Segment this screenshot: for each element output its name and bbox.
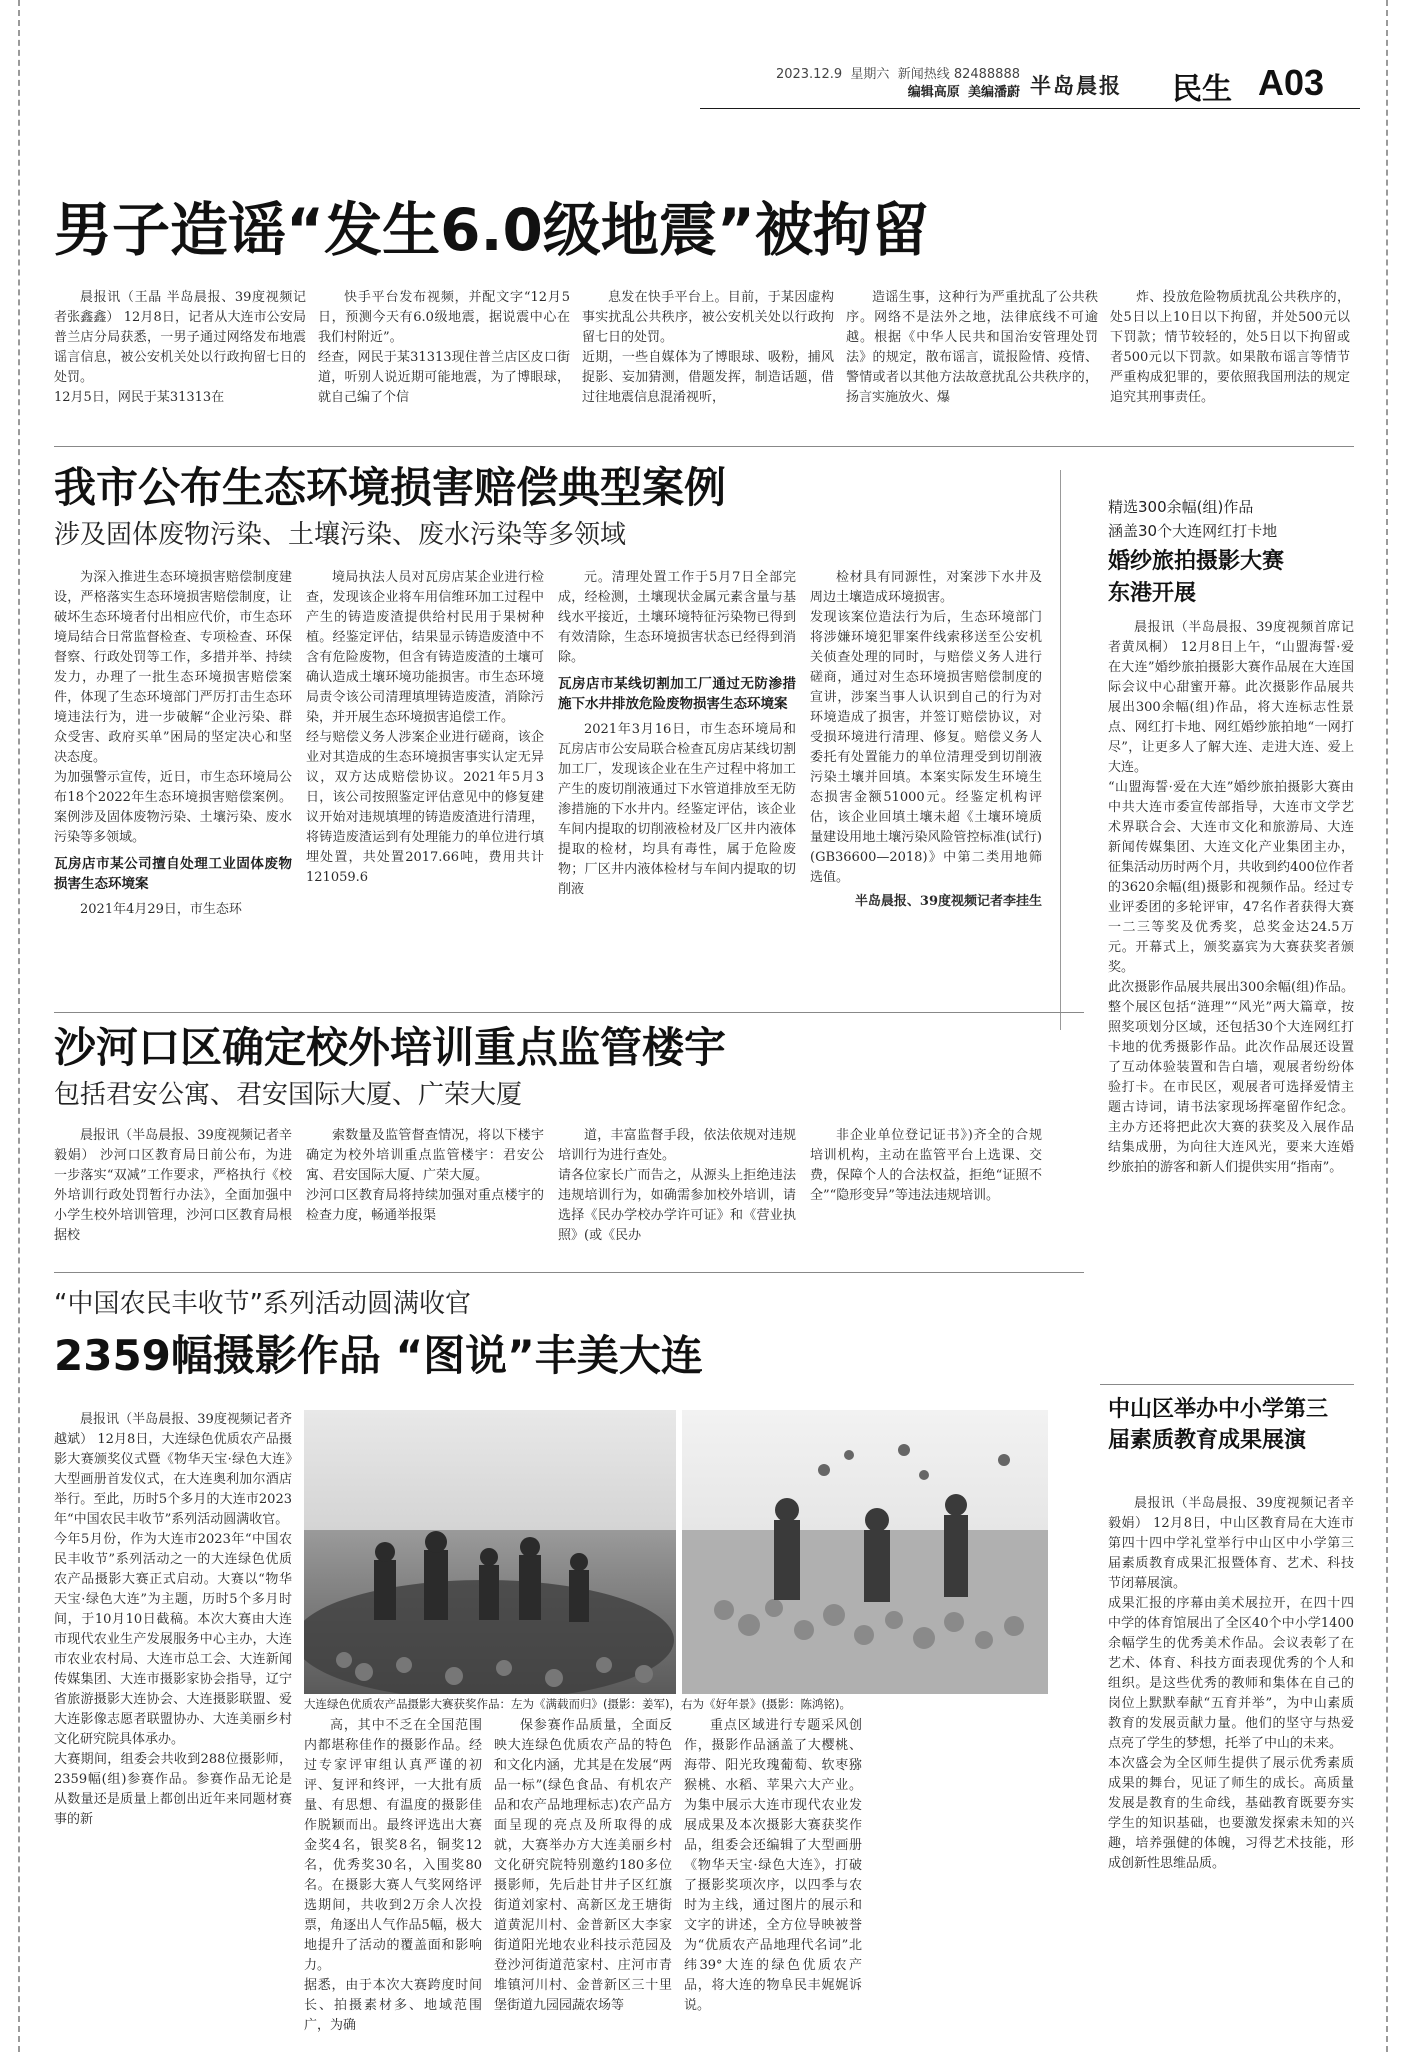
article1-col-4 <box>846 288 1098 438</box>
article2-col-1a-text: 为深入推进生态环境损害赔偿制度建设，严格落实生态环境损害赔偿制度，让破坏生态环境者付出相应代价，市生态环境局结合日常监督检查、专项检查、环保督察、行政处罚等工作，多措并举、持续发力，办理了一批生态环境损害赔偿案件，体现了生态环境部门严厉打击生态环境违法行为，进一步破解“企业污染、群众受害、政府买单”困局的坚定决心和坚决态度。 为加强警示宣传，近日，市生态环境局公布18个2022年生态环境损害赔偿案例。案例涉及固体废物污染、土壤污染、废水污染等多领域。 <box>54 570 292 845</box>
section-name: 民生 <box>1172 72 1232 107</box>
sidebar2-body-text: 晨报讯（半岛晨报、39度视频记者辛毅娟） 12月8日，中山区教育局在大连市第四十四中学礼堂举行中山区中小学第三届素质教育成果汇报暨体育、艺术、科技节闭幕展演。 成果汇报的序幕由美术展拉开，在四十四中学的体育馆展出了全区40个中小学1400余幅学生的优秀美术作品。会议表彰了在艺术、体育、科技方面表现优秀的个人和组织。是这些优秀的教师和集体在自己的岗位上默默奉献“五育并举”，为中山素质教育的发展贡献力量。他们的坚守与热爱点亮了学生的梦想，托举了中山的未来。 本次盛会为全区师生提供了展示优秀素质成果的舞台，见证了师生的成长。高质量发展是教育的生命线，基础教育既要夯实学生的知识基础，也要激发探索未知的兴趣，培养强健的体魄，习得艺术技能，形成创新性思维品质。 <box>1108 1496 1354 1871</box>
header-hotline: 新闻热线 82488888 <box>897 67 1020 82</box>
article3-col-4-text: 非企业单位登记证书》)齐全的合规培训机构，主动在监管平台上选课、交费，保障个人的合法权益，拒绝“证照不全”“隐形变异”等违法违规培训。 <box>810 1128 1042 1203</box>
article3-col-2 <box>306 1126 544 1246</box>
sidebar1-body <box>1108 618 1354 1378</box>
article1-col-1 <box>54 288 306 438</box>
article1-col-5 <box>1110 288 1350 438</box>
header-designer: 美编潘蔚 <box>967 85 1020 100</box>
header-weekday: 星期六 <box>850 67 890 82</box>
article2-title: 我市公布生态环境损害赔偿典型案例 <box>54 463 727 512</box>
article4-title: 2359幅摄影作品 “图说”丰美大连 <box>54 1331 703 1380</box>
article2-col-3 <box>558 568 796 998</box>
sidebar2-title: 中山区举办中小学第三届素质教育成果展演 <box>1108 1397 1329 1453</box>
article1-col-3 <box>582 288 834 438</box>
article3-top-rule <box>54 1012 1084 1013</box>
sidebar2-body <box>1108 1494 1354 2034</box>
article3-title: 沙河口区确定校外培训重点监管楼宇 <box>54 1023 727 1072</box>
article1-bottom-rule <box>54 446 1354 447</box>
sidebar1-kicker-2: 涵盖30个大连网红打卡地 <box>1108 522 1278 540</box>
header-date: 2023.12.9 <box>775 67 843 82</box>
article1-col-4-text: 造谣生事，这种行为严重扰乱了公共秩序。网络不是法外之地，法律底线不可逾越。根据《中华人民共和国治安管理处罚法》的规定，散布谣言，谎报险情、疫情、警情或者以其他方法故意扰乱公共秩序的，扬言实施放火、爆 <box>846 290 1098 405</box>
sidebar1-body-text: 晨报讯（半岛晨报、39度视频首席记者黄凤桐） 12月8日上午，“山盟海誓·爱在大连”婚纱旅拍摄影大赛作品展在大连国际会议中心甜蜜开幕。此次摄影作品展共展出300余幅(组)作品，将大连标志性景点、网红打卡地、网红婚纱旅拍地“一网打尽”，让更多人了解大连、走进大连、爱上大连。 “山盟海誓·爱在大连”婚纱旅拍摄影大赛由中共大连市委宣传部指导，大连市文学艺术界联合会、大连市文化和旅游局、大连新闻传媒集团、大连文化产业集团主办，征集活动历时两个月，共收到约400位作者的3620余幅(组)摄影和视频作品。经过专业评委团的多轮评审，47名作者获得大赛一二三等奖及优秀奖，总奖金达24.5万元。开幕式上，颁奖嘉宾为大赛获奖者颁奖。 此次摄影作品展共展出300余幅(组)作品。整个展区包括“涟理”“风光”两大篇章，按照奖项划分区域，还包括30个大连网红打卡地的优秀摄影作品。此次作品展还设置了互动体验装置和告白墙，观展者纷纷体验打卡。在市民区，观展者可选择爱情主题古诗词，请书法家现场挥毫留作纪念。主办方还将把此次大赛的获奖及入展作品结集成册，为向往大连风光，要来大连婚纱旅拍的游客和新人们提供实用“指南”。 <box>1108 620 1354 1175</box>
article2-col-3a-text: 元。清理处置工作于5月7日全部完成，经检测，土壤现状金属元素含量与基线水平接近，土壤环境特征污染物已得到有效清除，生态环境损害状态已经得到消除。 <box>558 570 796 665</box>
article2-col-4-text: 检材具有同源性，对案涉下水井及周边土壤造成环境损害。 发现该案位造法行为后，生态环境部门将涉嫌环境犯罪案件线索移送至公安机关侦查处理的同时，与赔偿义务人进行磋商，通过对生态环境损害赔偿制度的宣讲，涉案当事人认识到自己的行为对环境造成了损害，并签订赔偿协议，对受损环境进行清理、修复。赔偿义务人委托有处置能力的单位清理受到切削液污染土壤并回填。本案实际发生环境生态损害金额51000元。经鉴定机构评估，该企业回填土壤未超《土壤环境质量建设用地土壤污染风险管控标准(试行)(GB36600—2018)》中第二类用地筛选值。 <box>810 570 1042 885</box>
header-rule <box>700 108 1360 109</box>
article3-col-1 <box>54 1126 292 1246</box>
header-meta <box>620 66 1020 102</box>
article2-col-1 <box>54 568 292 998</box>
article4-col-1-text: 晨报讯（半岛晨报、39度视频记者齐越斌） 12月8日，大连绿色优质农产品摄影大赛颁奖仪式暨《物华天宝·绿色大连》大型画册首发仪式，在大连奥利加尔酒店举行。至此，历时5个多月的大连市2023年“中国农民丰收节”系列活动圆满收官。 今年5月份，作为大连市2023年“中国农民丰收节”系列活动之一的大连绿色优质农产品摄影大赛正式启动。大赛以“物华天宝·绿色大连”为主题，历时5个多月时间，于10月10日截稿。本次大赛由大连市现代农业生产发展服务中心主办，大连市农业农村局、大连市总工会、大连新闻传媒集团、大连市摄影家协会指导，辽宁省旅游摄影大连协会、大连摄影联盟、爱大连影像志愿者联盟协办、大连美丽乡村文化研究院具体承办。 大赛期间，组委会共收到288位摄影师，2359幅(组)参赛作品。参赛作品无论是从数量还是质量上都创出近年来同题材赛事的新 <box>54 1412 292 1827</box>
article1-col-2-text: 快手平台发布视频，并配文字“12月5日，预测今天有6.0级地震，据说震中心在我们村附近”。 经查，网民于某31313现住普兰店区皮口街道，听别人说近期可能地震，为了博眼球，就自己编了个信 <box>318 290 570 405</box>
article1-col-3-text: 息发在快手平台上。目前，于某因虚构事实扰乱公共秩序，被公安机关处以行政拘留七日的处罚。 近期，一些自媒体为了博眼球、吸粉，捕风捉影、妄加猜测，借题发挥，制造话题，借过往地震信息混淆视听， <box>582 290 834 405</box>
harvest-photo-illustration <box>304 1410 1048 1694</box>
article2-subhead-2: 瓦房店市某线切割加工厂通过无防渗措施下水井排放危险废物损害生态环境案 <box>558 676 796 712</box>
harvest-photo <box>304 1410 1048 1694</box>
article3-col-3-text: 道，丰富监督手段，依法依规对违规培训行为进行查处。 请各位家长广而告之，从源头上拒绝违法违规培训行为，如确需参加校外培训，请选择《民办学校办学许可证》和《营业执照》(或《民办 <box>558 1128 796 1243</box>
article3-subtitle: 包括君安公寓、君安国际大厦、广荣大厦 <box>54 1080 523 1110</box>
sidebar1-title-2: 东港开展 <box>1108 581 1197 606</box>
article3-col-2-text: 索数量及监管督查情况，将以下楼宇确定为校外培训重点监管楼宇：君安公寓、君安国际大厦、广荣大厦。 沙河口区教育局将持续加强对重点楼宇的检查力度，畅通举报渠 <box>306 1128 544 1223</box>
newspaper-logo: 半岛晨报 <box>1030 73 1122 98</box>
article1-col-2 <box>318 288 570 438</box>
article4-col-2 <box>304 1716 482 2036</box>
article4-col-2-text: 高，其中不乏在全国范围内都堪称佳作的摄影作品。经过专家评审组认真严谨的初评、复评和终评，一大批有质量、有思想、有温度的摄影佳作脱颖而出。最终评选出大赛金奖4名，银奖8名，铜奖12名，优秀奖30名，入围奖80名。在摄影大赛人气奖网络评选期间，共收到2万余人次投票，角逐出人气作品5幅，极大地提升了活动的覆盖面和影响力。 据悉，由于本次大赛跨度时间长、拍摄素材多、地域范围广，为确 <box>304 1718 482 2033</box>
article4-col-4-text: 重点区域进行专题采风创作，摄影作品涵盖了大樱桃、海带、阳光玫瑰葡萄、软枣猕猴桃、水稻、苹果六大产业。为集中展示大连市现代农业发展成果及本次摄影大赛获奖作品，组委会还编辑了大型画册《物华天宝·绿色大连》，打破了摄影奖项次序，以四季与农时为主线，通过图片的展示和文字的讲述，全方位导映被誉为“优质农产品地理代名词”北纬39°大连的绿色优质农产品，将大连的物阜民丰娓娓诉说。 <box>684 1718 862 2013</box>
article4-kicker: “中国农民丰收节”系列活动圆满收官 <box>54 1289 471 1319</box>
article4-col-1 <box>54 1410 292 2030</box>
header-editor: 编辑高原 <box>907 85 960 100</box>
article2-col-2 <box>306 568 544 998</box>
article4-col-4 <box>684 1716 862 2036</box>
article1-title: 男子造谣“发生6.0级地震”被拘留 <box>54 196 929 264</box>
right-margin-line <box>1386 0 1388 2052</box>
sidebar2-top-rule <box>1100 1384 1354 1385</box>
photo-caption: 大连绿色优质农产品摄影大赛获奖作品：左为《满载而归》(摄影：姜军)，右为《好年景》(摄影：陈鸿铭)。 <box>304 1697 851 1711</box>
article3-col-4 <box>810 1126 1042 1246</box>
article4-col-3 <box>494 1716 672 2036</box>
article2-col-4 <box>810 568 1042 998</box>
article2-col-1b-text: 2021年4月29日，市生态环 <box>80 902 242 917</box>
article3-col-3 <box>558 1126 796 1246</box>
left-margin-line <box>18 0 20 2052</box>
article3-col-1-text: 晨报讯（半岛晨报、39度视频记者辛毅娟） 沙河口区教育局日前公布，为进一步落实“双减”工作要求，严格执行《校外培训行政处罚暂行办法》，全面加强中小学生校外培训管理，沙河口区教育局根据校 <box>54 1128 292 1243</box>
article2-subhead-1: 瓦房店市某公司擅自处理工业固体废物损害生态环境案 <box>54 856 292 892</box>
page-number: A03 <box>1258 62 1325 103</box>
article2-byline: 半岛晨报、39度视频记者李挂生 <box>854 894 1042 909</box>
sidebar-divider-top <box>1060 470 1061 1030</box>
sidebar1-kicker-1: 精选300余幅(组)作品 <box>1108 498 1254 516</box>
article2-col-3b-text: 2021年3月16日，市生态环境局和瓦房店市公安局联合检查瓦房店某线切割加工厂，发现该企业在生产过程中将加工产生的废切削液通过下水管道排放至无防渗措施的下水井内。经鉴定评估，该企业车间内提取的切削液检材及厂区井内液体提取的检材，均具有毒性，属于危险废物；厂区井内液体检材与车间内提取的切削液 <box>558 722 796 897</box>
article4-top-rule <box>54 1272 1084 1273</box>
article4-col-3-text: 保参赛作品质量，全面反映大连绿色优质农产品的特色和文化内涵，尤其是在发展“两品一标”(绿色食品、有机农产品和农产品地理标志)农产品方面呈现的亮点及所取得的成就，大赛举办方大连美丽乡村文化研究院特别邀约180多位摄影师，先后赴甘井子区红旗街道刘家村、高新区龙王塘街道黄泥川村、金普新区大李家街道阳光地农业科技示范园及登沙河街道范家村、庄河市青堆镇河川村、金普新区三十里堡街道九园园蔬农场等 <box>494 1718 672 2013</box>
sidebar1-title-1: 婚纱旅拍摄影大赛 <box>1108 549 1285 574</box>
article2-col-2-text: 境局执法人员对瓦房店某企业进行检查，发现该企业将车用信维环加工过程中产生的铸造废渣提供给村民用于果树种植。经鉴定评估，结果显示铸造废渣中不含有危险废物，但含有铸造废渣的土壤可确认造成土壤环境功能损害。市生态环境局责令该公司清理填埋铸造废渣，消除污染，并开展生态环境损害追偿工作。 经与赔偿义务人涉案企业进行磋商，该企业对其造成的生态环境损害事实认定无异议，双方达成赔偿协议。2021年5月3日，该公司按照鉴定评估意见中的修复建议开始对违规填埋的铸造废渣进行清理，将铸造废渣运到有处理能力的单位进行填埋处置，共处置2017.66吨，费用共计121059.6 <box>306 570 544 885</box>
article1-col-1-text: 晨报讯（王晶 半岛晨报、39度视频记者张鑫鑫） 12月8日，记者从大连市公安局普兰店分局获悉，一男子通过网络发布地震谣言信息，被公安机关处以行政拘留七日的处罚。 12月5日，网民于某31313在 <box>54 290 306 405</box>
article1-col-5-text: 炸、投放危险物质扰乱公共秩序的，处5日以上10日以下拘留，并处500元以下罚款；情节较轻的，处5日以下拘留或者500元以下罚款。如果散布谣言等情节严重构成犯罪的，要依照我国刑法的规定追究其刑事责任。 <box>1110 290 1350 405</box>
article2-subtitle: 涉及固体废物污染、土壤污染、废水污染等多领域 <box>54 520 627 550</box>
